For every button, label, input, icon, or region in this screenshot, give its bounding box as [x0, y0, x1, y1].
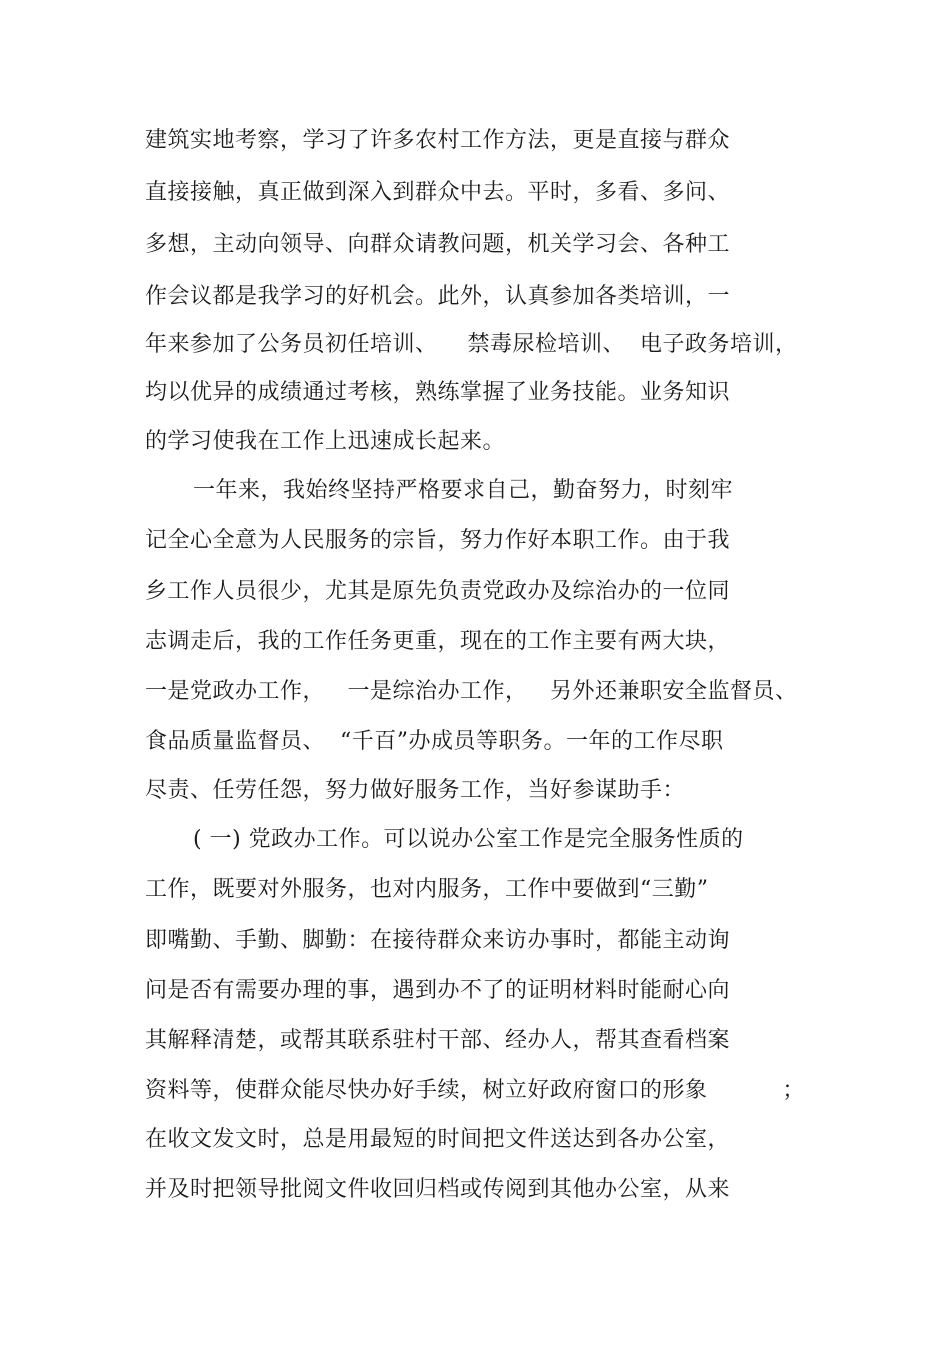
text-line-22: 并及时把领导批阅文件收回归档或传阅到其他办公室，从来	[145, 1177, 731, 1202]
text-line-17: 即嘴勤、手勤、脚勤：在接待群众来访办事时，都能主动询	[145, 928, 731, 953]
text-line-21: 在收文发文时，总是用最短的时间把文件送达到各办公室，	[145, 1127, 731, 1152]
text-line-8: 一年来，我始终坚持严格要求自己，勤奋努力，时刻牢	[193, 478, 734, 503]
text-line-2: 直接接触，真正做到深入到群众中去。平时，多看、多问、	[145, 180, 731, 205]
text-line-12: 一是党政办工作， 一是综治办工作， 另外还兼职安全监督员、	[145, 679, 798, 704]
text-line-15: ( 一) 党政办工作。可以说办公室工作是完全服务性质的	[193, 827, 744, 852]
text-line-10: 乡工作人员很少，尤其是原先负责党政办及综治办的一位同	[145, 579, 731, 604]
text-line-4: 作会议都是我学习的好机会。此外，认真参加各类培训，一	[145, 284, 731, 309]
text-line-11: 志调走后，我的工作任务更重，现在的工作主要有两大块，	[145, 629, 731, 654]
text-line-13: 食品质量监督员、 “千百”办成员等职务。一年的工作尽职	[145, 729, 724, 754]
text-line-16: 工作，既要对外服务，也对内服务，工作中要做到“三勤”	[145, 877, 709, 902]
text-line-1: 建筑实地考察，学习了许多农村工作方法，更是直接与群众	[145, 128, 731, 153]
text-line-20: 资料等，使群众能尽快办好手续，树立好政府窗口的形象 ；	[145, 1078, 805, 1103]
text-line-19: 其解释清楚，或帮其联系驻村干部、经办人，帮其查看档案	[145, 1028, 731, 1053]
text-line-18: 问是否有需要办理的事，遇到办不了的证明材料时能耐心向	[145, 978, 731, 1003]
text-line-6: 均以优异的成绩通过考核，熟练掌握了业务技能。业务知识	[145, 380, 731, 405]
text-line-14: 尽责、任劳任怨，努力做好服务工作，当好参谋助手：	[145, 778, 686, 803]
text-line-9: 记全心全意为人民服务的宗旨，努力作好本职工作。由于我	[145, 528, 731, 553]
text-line-5: 年来参加了公务员初任培训、 禁毒尿检培训、 电子政务培训，	[145, 332, 798, 357]
text-line-7: 的学习使我在工作上迅速成长起来。	[145, 429, 506, 454]
text-line-3: 多想，主动向领导、向群众请教问题，机关学习会、各种工	[145, 232, 731, 257]
